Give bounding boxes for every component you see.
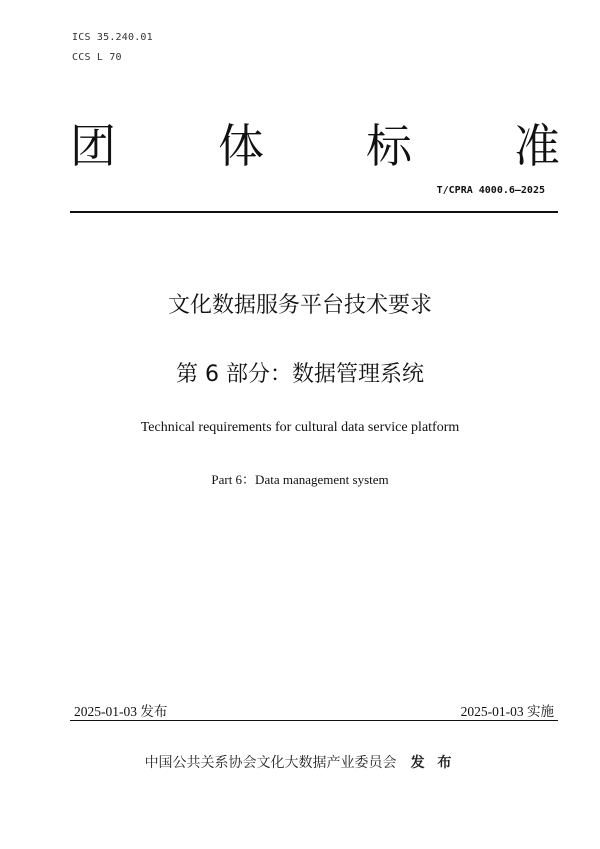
document-part-title-en: Part 6：Data management system: [211, 472, 389, 487]
standard-type-char-2: 体: [218, 119, 264, 173]
bottom-divider: [70, 720, 558, 721]
standard-number: T/CPRA 4000.6—2025: [436, 185, 545, 196]
standard-type-char-1: 团: [70, 119, 116, 173]
document-title-cn: 文化数据服务平台技术要求: [167, 293, 432, 318]
standard-type-title: [70, 118, 560, 174]
standard-type-char-4: 准: [514, 119, 560, 173]
issue-date: 2025-01-03 发布: [74, 704, 168, 719]
publisher-name: 中国公共关系协会文化大数据产业委员会: [144, 755, 397, 771]
document-title-en: Technical requirements for cultural data service platform: [140, 420, 460, 435]
document-part-title-cn: 第 6 部分：数据管理系统: [176, 362, 424, 387]
standard-type-char-3: 标: [366, 119, 412, 173]
publish-label: 发 布: [410, 755, 456, 771]
ics-code: ICS 35.240.01: [72, 32, 153, 43]
implementation-date: 2025-01-03 实施: [460, 704, 554, 719]
publisher-line: [0, 752, 600, 772]
ccs-code: CCS L 70: [72, 52, 122, 63]
top-divider: [70, 211, 558, 213]
